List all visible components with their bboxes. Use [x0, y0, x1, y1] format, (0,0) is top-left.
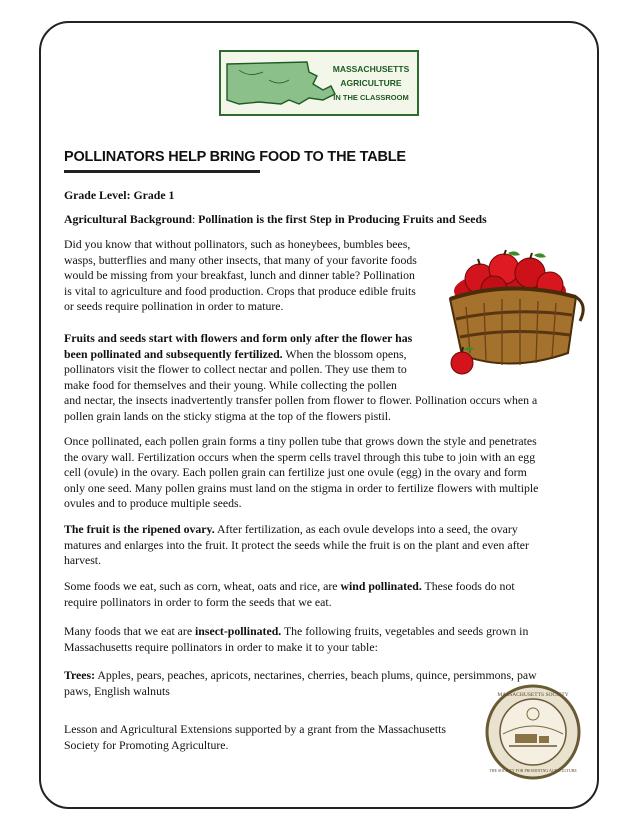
logo-line2: AGRICULTURE — [340, 78, 402, 88]
trees-list: Trees: Apples, pears, peaches, apricots, nectarines, cherries, beach plums, quince, persimmons, paw paws, English walnuts — [64, 668, 537, 698]
paragraph-fertilization: Once pollinated, each pollen grain forms a tiny pollen tube that grows down the style and penetrates the ovary wall. Fertilization occurs when the sperm cells travel through this tube to join with an egg cell (ovule) in the ovary. Each pollen grain can fertilize just one ovule (egg) in the ovary and form only one seed. Many pollen grains must land on the stigma in order to fertilize flowers with multiple ovules and to produce multiple seeds. — [64, 434, 539, 511]
society-seal — [485, 684, 581, 780]
paragraph-insect-pollinated: Many foods that we eat are insect-pollinated. The following fruits, vegetables and seeds grown in Massachusetts require pollinators in order to make it to your table: — [64, 624, 529, 654]
paragraph-intro: Did you know that without pollinators, such as honeybees, bumbles bees, wasps, butterflies and many other insects, that many of your favorite foods would be missing from your breakfast, lunch and dinner table? Pollination is vital to agriculture and food production. Crops that produce edible fruits or seeds require pollination in order to mature. — [64, 237, 417, 314]
seal-bottom-text: THE SOCIETY FOR PROMOTING AGRICULTURE — [489, 768, 577, 773]
paragraph-fruits-and-seeds: Fruits and seeds start with flowers and form only after the flower has been pollinated and subsequently fertilized. When the blossom opens, pollinators visit the flower to collect nectar and pollen. They use them to make food for themselves and their young. While collecting the pollen and nectar, the insects inadvertently transfer pollen from flower to flower. Pollination occurs when a pollen grain lands on the sticky stigma at the top of the flowers pistil. — [64, 331, 538, 423]
paragraph-ripened-ovary: The fruit is the ripened ovary. After fertilization, as each ovule develops into a seed, the ovary matures and enlarges into the fruit. It protect the seeds while the fruit is on the plant and even after harvest. — [64, 522, 529, 568]
paragraph-wind-pollinated: Some foods we eat, such as corn, wheat, oats and rice, are wind pollinated. These foods do not require pollinators in order to form the seeds that we eat. — [64, 579, 515, 609]
seal-top-text: MASSACHUSETTS SOCIETY — [497, 692, 569, 698]
logo-line1: MASSACHUSETTS — [332, 64, 410, 74]
page-title: POLLINATORS HELP BRING FOOD TO THE TABLE — [64, 149, 406, 165]
agricultural-background: Agricultural Background: Pollination is the first Step in Producing Fruits and Seeds — [64, 212, 487, 226]
title-underline — [64, 170, 260, 173]
grant-acknowledgement: Lesson and Agricultural Extensions supported by a grant from the Massachusetts Society for Promoting Agriculture. — [64, 722, 447, 752]
massachusetts-agriculture-logo — [219, 50, 419, 116]
grade-level: Grade Level: Grade 1 — [64, 188, 175, 202]
logo-line3: IN THE CLASSROOM — [333, 93, 409, 102]
